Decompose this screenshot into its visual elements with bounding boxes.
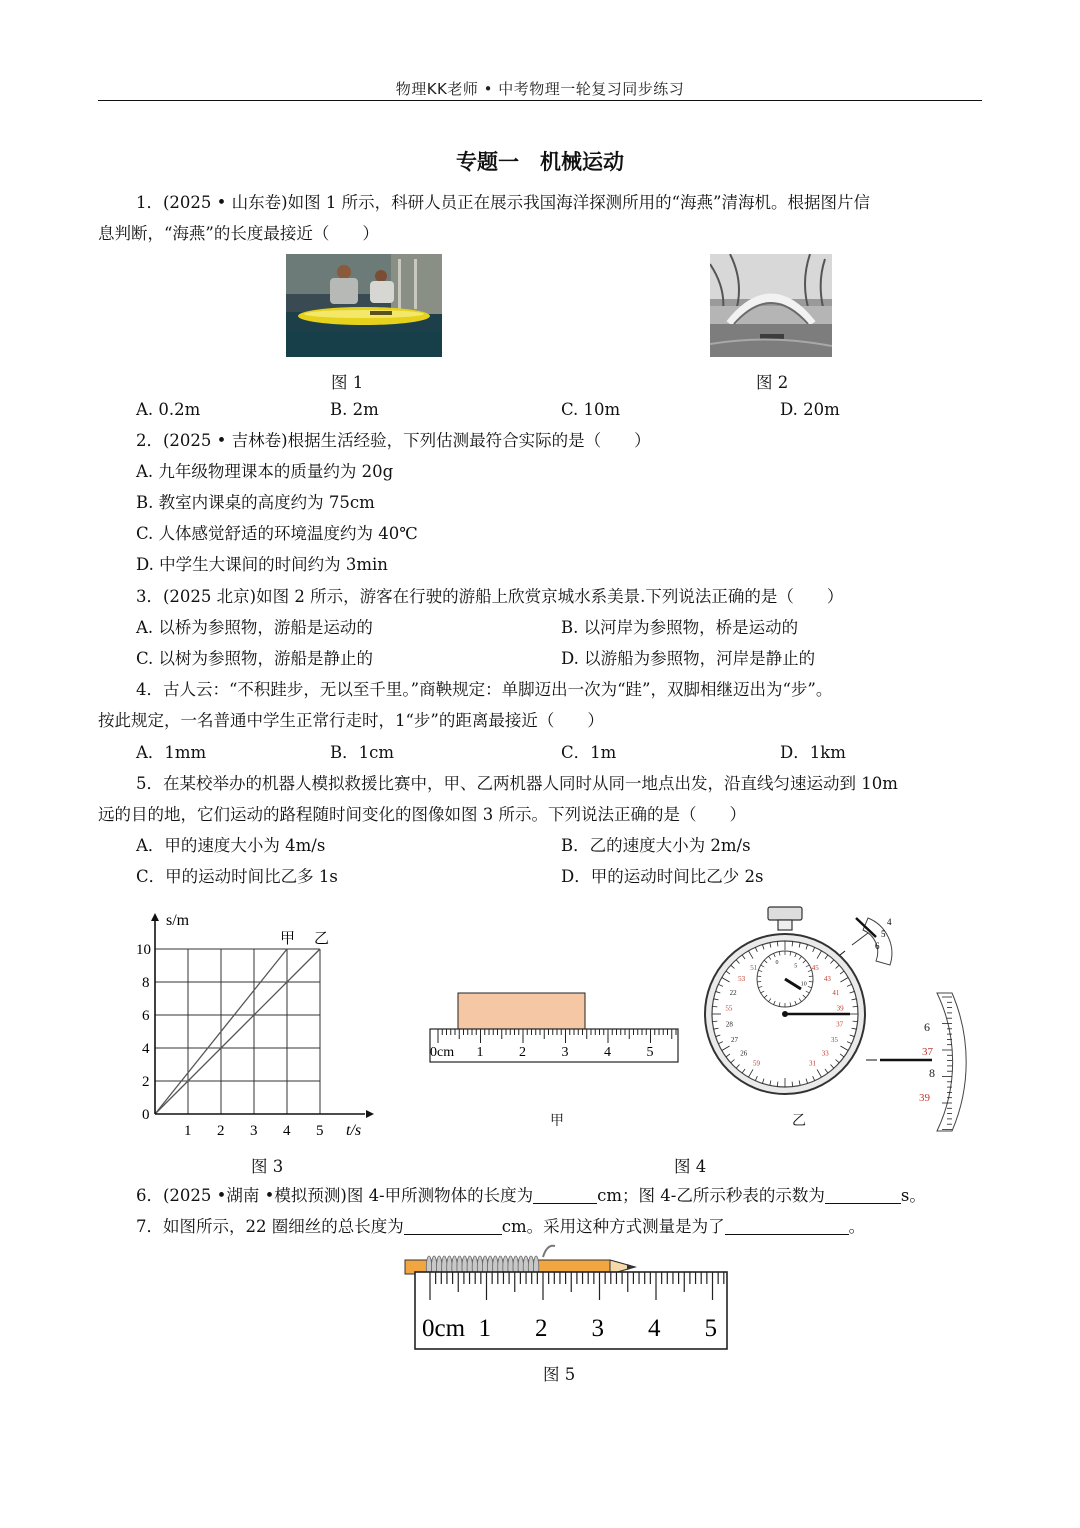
second-zoom-label: 39 [919,1092,930,1104]
minute-scale-label: 10 [800,981,807,988]
q5-option-a: A．甲的速度大小为 4m/s [136,836,326,855]
running-header: 物理KK老师 • 中考物理一轮复习同步练习 [395,80,685,98]
figure4a-label: 甲 [550,1113,564,1129]
ruler-label: 4 [604,1045,611,1060]
page-title: 专题一 机械运动 [456,150,624,174]
figure4a-ruler [428,985,684,1070]
q1-line1: 1．(2025 • 山东卷)如图 1 所示，科研人员正在展示我国海洋探测所用的“海燕”清海机。根据图片信 [136,193,870,212]
q3-option-b: B. 以河岸为参照物，桥是运动的 [561,618,799,637]
second-scale-label: 39 [836,1004,844,1013]
q5-line2: 远的目的地，它们运动的路程随时间变化的图像如图 3 所示。下列说法正确的是（ ） [98,805,746,824]
q6-time-blank[interactable] [825,1185,901,1204]
second-tick [853,1021,858,1022]
series-line-yi [155,949,320,1114]
second-scale-label: 51 [750,964,758,973]
q4-option-c: C．1m [561,743,617,762]
second-tick [792,1082,793,1087]
q7-text [136,1211,865,1242]
figure1-caption: 图 1 [331,373,364,392]
ruler-label: 5 [646,1045,654,1060]
x-tick-label: 3 [250,1123,258,1139]
q5-option-d: D．甲的运动时间比乙少 2s [561,867,764,886]
header-rule [98,100,982,101]
second-scale-label: 33 [821,1049,829,1058]
y-tick-label: 2 [142,1074,150,1090]
q6-part-c: s。 [900,1186,926,1205]
ruler-label: 3 [561,1045,569,1060]
second-scale-label: 45 [811,964,819,973]
y-tick-label: 4 [142,1041,150,1057]
figure4b-stopwatch [700,903,980,1138]
q7-length-blank[interactable] [404,1216,502,1235]
second-scale-label: 31 [809,1059,816,1068]
x-tick-label: 4 [283,1123,291,1139]
second-scale-label: 53 [738,975,746,984]
y-tick-label: 6 [142,1008,150,1024]
figure4b-label: 乙 [792,1113,806,1129]
figure3-caption: 图 3 [251,1157,284,1176]
q6-length-blank[interactable] [533,1185,597,1204]
x-axis-arrow [366,1110,374,1118]
figure2-caption: 图 2 [756,373,789,392]
minute-scale-label: 0 [775,960,779,967]
y-tick-label: 0 [142,1107,150,1123]
series-label-jia: 甲 [280,931,296,947]
q5-line1: 5．在某校举办的机器人模拟救援比赛中，甲、乙两机器人同时从同一地点出发，沿直线匀速运动到 10m [136,774,898,793]
ruler-label: 0cm [430,1045,455,1060]
second-zoom [937,993,966,1131]
q2-stem: 2．(2025 • 吉林卷)根据生活经验，下列估测最符合实际的是（ ） [136,431,651,450]
y-axis-arrow [151,913,159,921]
q3-option-a: A. 以桥为参照物，游船是运动的 [136,618,373,637]
q2-option-d: D. 中学生大课间的时间约为 3min [136,555,388,574]
second-scale-label: 27 [730,1036,738,1045]
q3-option-d: D. 以游船为参照物，河岸是静止的 [561,649,816,668]
chart-tick-labels [136,942,324,1139]
figure2-photo [710,254,832,357]
second-tick [777,1082,778,1087]
y-tick-label: 8 [142,975,150,991]
ruler-label: 0cm [422,1315,466,1342]
series-label-yi: 乙 [314,931,330,947]
second-zoom-label: 37 [922,1046,933,1058]
figure5-caption: 图 5 [543,1365,576,1384]
second-scale-label: 26 [740,1049,748,1058]
q4-line1: 4．古人云：“不积跬步，无以至千里。”商鞅规定：单脚迈出一次为“跬”，双脚相继迈出为“步”。 [136,680,833,699]
stopwatch-crown [768,907,802,920]
second-tick [712,1006,717,1007]
figure1-photo [286,254,442,357]
q2-option-c: C. 人体感觉舒适的环境温度约为 40℃ [136,524,418,543]
measured-block [458,993,585,1029]
q3-option-c: C. 以树为参照物，游船是静止的 [136,649,374,668]
second-scale-label: 41 [832,988,840,997]
q3-stem: 3．(2025 北京)如图 2 所示，游客在行驶的游船上欣赏京城水系美景.下列说法正确的是（ ） [136,587,844,606]
second-zoom-label: 6 [924,1020,930,1034]
second-scale-label: 35 [831,1036,839,1045]
q2-option-b: B. 教室内课桌的高度约为 75cm [136,493,375,512]
minute-zoom-label: 6 [875,941,880,951]
y-axis-label: s/m [166,912,190,929]
q6-part-b: cm；图 4-乙所示秒表的示数为 [597,1186,825,1205]
minute-zoom-label: 5 [881,929,886,939]
second-zoom-labels [919,1020,935,1104]
q1-option-b: B. 2m [330,400,379,419]
q7-purpose-blank[interactable] [725,1216,849,1235]
minute-scale-label: 5 [794,963,798,970]
ruler-body [430,1029,678,1062]
figure3-chart [130,905,380,1145]
ruler-label: 4 [648,1315,661,1342]
x-tick-label: 2 [217,1123,225,1139]
q5-option-b: B．乙的速度大小为 2m/s [561,836,751,855]
ruler-label: 1 [476,1045,484,1060]
ruler-label: 2 [535,1315,548,1342]
second-tick [777,941,778,946]
figure5-ruler-coil [395,1242,735,1354]
q4-line2: 按此规定，一名普通中学生正常行走时，1“步”的距离最接近（ ） [98,711,604,730]
q6-part-a: 6．(2025 •湖南 •模拟预测)图 4-甲所测物体的长度为 [136,1186,534,1205]
ruler-label: 1 [478,1315,491,1342]
y-tick-label: 10 [136,942,151,958]
q4-option-d: D．1km [780,743,846,762]
q5-option-c: C．甲的运动时间比乙多 1s [136,867,338,886]
ruler-label: 5 [704,1315,717,1342]
q2-option-a: A. 九年级物理课本的质量约为 20g [136,462,394,481]
x-tick-label: 1 [184,1123,192,1139]
second-scale-label: 59 [753,1059,760,1068]
q1-line2: 息判断，“海燕”的长度最接近（ ） [98,224,379,243]
x-tick-label: 5 [316,1123,324,1139]
q4-option-a: A．1mm [136,743,207,762]
figure4-caption: 图 4 [674,1157,707,1176]
chart-series [155,949,320,1114]
q7-part-b: cm。采用这种方式测量是为了 [501,1217,725,1236]
second-scale-label: 43 [823,975,831,984]
second-tick [853,1006,858,1007]
second-zoom-label: 8 [929,1066,935,1080]
x-axis-label: t/s [346,1122,362,1139]
q1-option-d: D. 20m [780,400,840,419]
q1-option-a: A. 0.2m [136,400,201,419]
second-scale-label: 22 [729,988,737,997]
ruler-label: 2 [519,1045,526,1060]
q7-part-c: 。 [848,1217,866,1236]
q1-option-c: C. 10m [561,400,621,419]
second-tick [792,941,793,946]
second-tick [712,1021,717,1022]
minute-zoom-label: 4 [887,917,892,927]
second-scale-label: 55 [725,1004,733,1013]
second-scale-label: 28 [725,1020,733,1029]
q4-option-b: B．1cm [330,743,395,762]
q7-part-a: 7．如图所示，22 圈细丝的总长度为 [136,1217,404,1236]
q6-text [136,1180,926,1211]
second-scale-label: 37 [836,1020,844,1029]
ruler-label: 3 [591,1315,604,1342]
